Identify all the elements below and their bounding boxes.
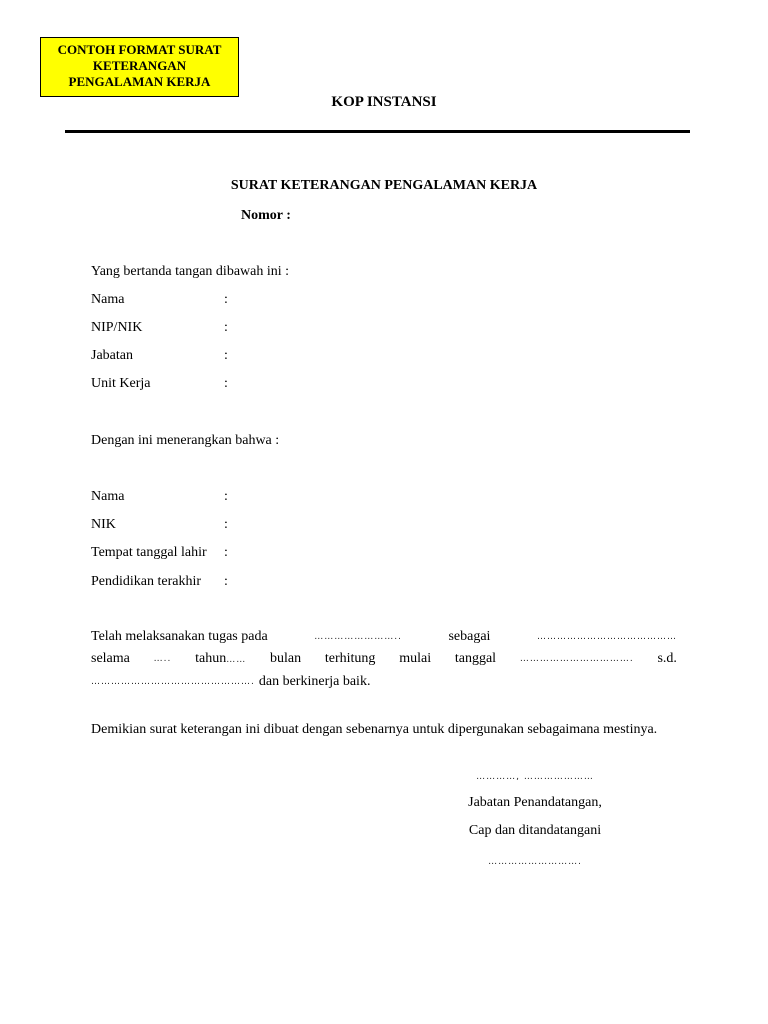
signer-name-label: Nama	[91, 292, 125, 307]
blank-start-date-dots: …………………………….	[519, 654, 634, 664]
blank-months-dots: ……	[226, 655, 247, 665]
service-text: bulan	[270, 651, 302, 666]
letterhead-rule	[65, 130, 690, 133]
signer-position-title: Jabatan Penandatangan,	[468, 795, 602, 810]
signer-name-colon: :	[224, 292, 228, 307]
blank-place-date-dots: …………, …………………	[476, 772, 594, 782]
service-line-3	[91, 671, 677, 693]
letter-title: SURAT KETERANGAN PENGALAMAN KERJA	[230, 178, 538, 193]
service-text: tahun	[195, 651, 227, 666]
signer-name-line	[420, 853, 650, 869]
service-line-2	[91, 648, 677, 671]
signer-position-label: Jabatan	[91, 348, 133, 363]
service-text: sebagai	[448, 629, 491, 644]
signer-nip-label: NIP/NIK	[91, 320, 143, 335]
employee-education-colon: :	[224, 574, 228, 589]
employee-birth-colon: :	[224, 545, 228, 560]
employee-name-label: Nama	[91, 489, 125, 504]
employee-name-colon: :	[224, 489, 228, 504]
service-text: terhitung	[324, 651, 376, 666]
note-line-2: KETERANGAN	[92, 58, 187, 73]
employee-nik-colon: :	[224, 517, 228, 532]
blank-position-dots: ……………………………………	[536, 632, 677, 642]
letter-number: Nomor :	[241, 208, 291, 223]
stamp-note: Cap dan ditandatangani	[468, 823, 602, 838]
statement-text: Dengan ini menerangkan bahwa :	[91, 433, 280, 448]
employee-nik-label: NIK	[91, 517, 116, 532]
service-text: Telah melaksanakan tugas pada	[91, 629, 268, 644]
blank-end-date-dots: ………………………………………….	[91, 677, 255, 687]
service-text: tanggal	[454, 651, 497, 666]
blank-unit-dots: ……………………..	[314, 632, 402, 642]
signer-unit-label: Unit Kerja	[91, 376, 151, 391]
letterhead-placeholder: KOP INSTANSI	[331, 94, 437, 110]
signer-nip-colon: :	[224, 320, 228, 335]
blank-years-dots: …..	[153, 654, 172, 664]
signer-unit-colon: :	[224, 376, 228, 391]
sample-format-note	[40, 37, 239, 97]
employee-birth-label: Tempat tanggal lahir	[91, 545, 207, 560]
service-text: mulai	[399, 651, 432, 666]
service-text-years	[195, 648, 246, 671]
note-line-1: CONTOH FORMAT SURAT	[57, 42, 222, 57]
employee-education-label: Pendidikan terakhir	[91, 574, 202, 589]
service-text: s.d.	[657, 651, 677, 666]
intro-text: Yang bertanda tangan dibawah ini :	[91, 264, 290, 279]
service-paragraph	[91, 626, 677, 693]
service-text: dan berkinerja baik.	[258, 674, 371, 689]
service-line-1	[91, 626, 677, 648]
note-line-3: PENGALAMAN KERJA	[68, 74, 211, 89]
blank-signer-name-dots: ……………………….	[488, 857, 582, 867]
signer-position-colon: :	[224, 348, 228, 363]
closing-paragraph: Demikian surat keterangan ini dibuat dengan sebenarnya untuk dipergunakan sebagaimana mestinya.	[91, 722, 658, 737]
service-text: selama	[91, 651, 130, 666]
place-date-line	[420, 768, 650, 784]
